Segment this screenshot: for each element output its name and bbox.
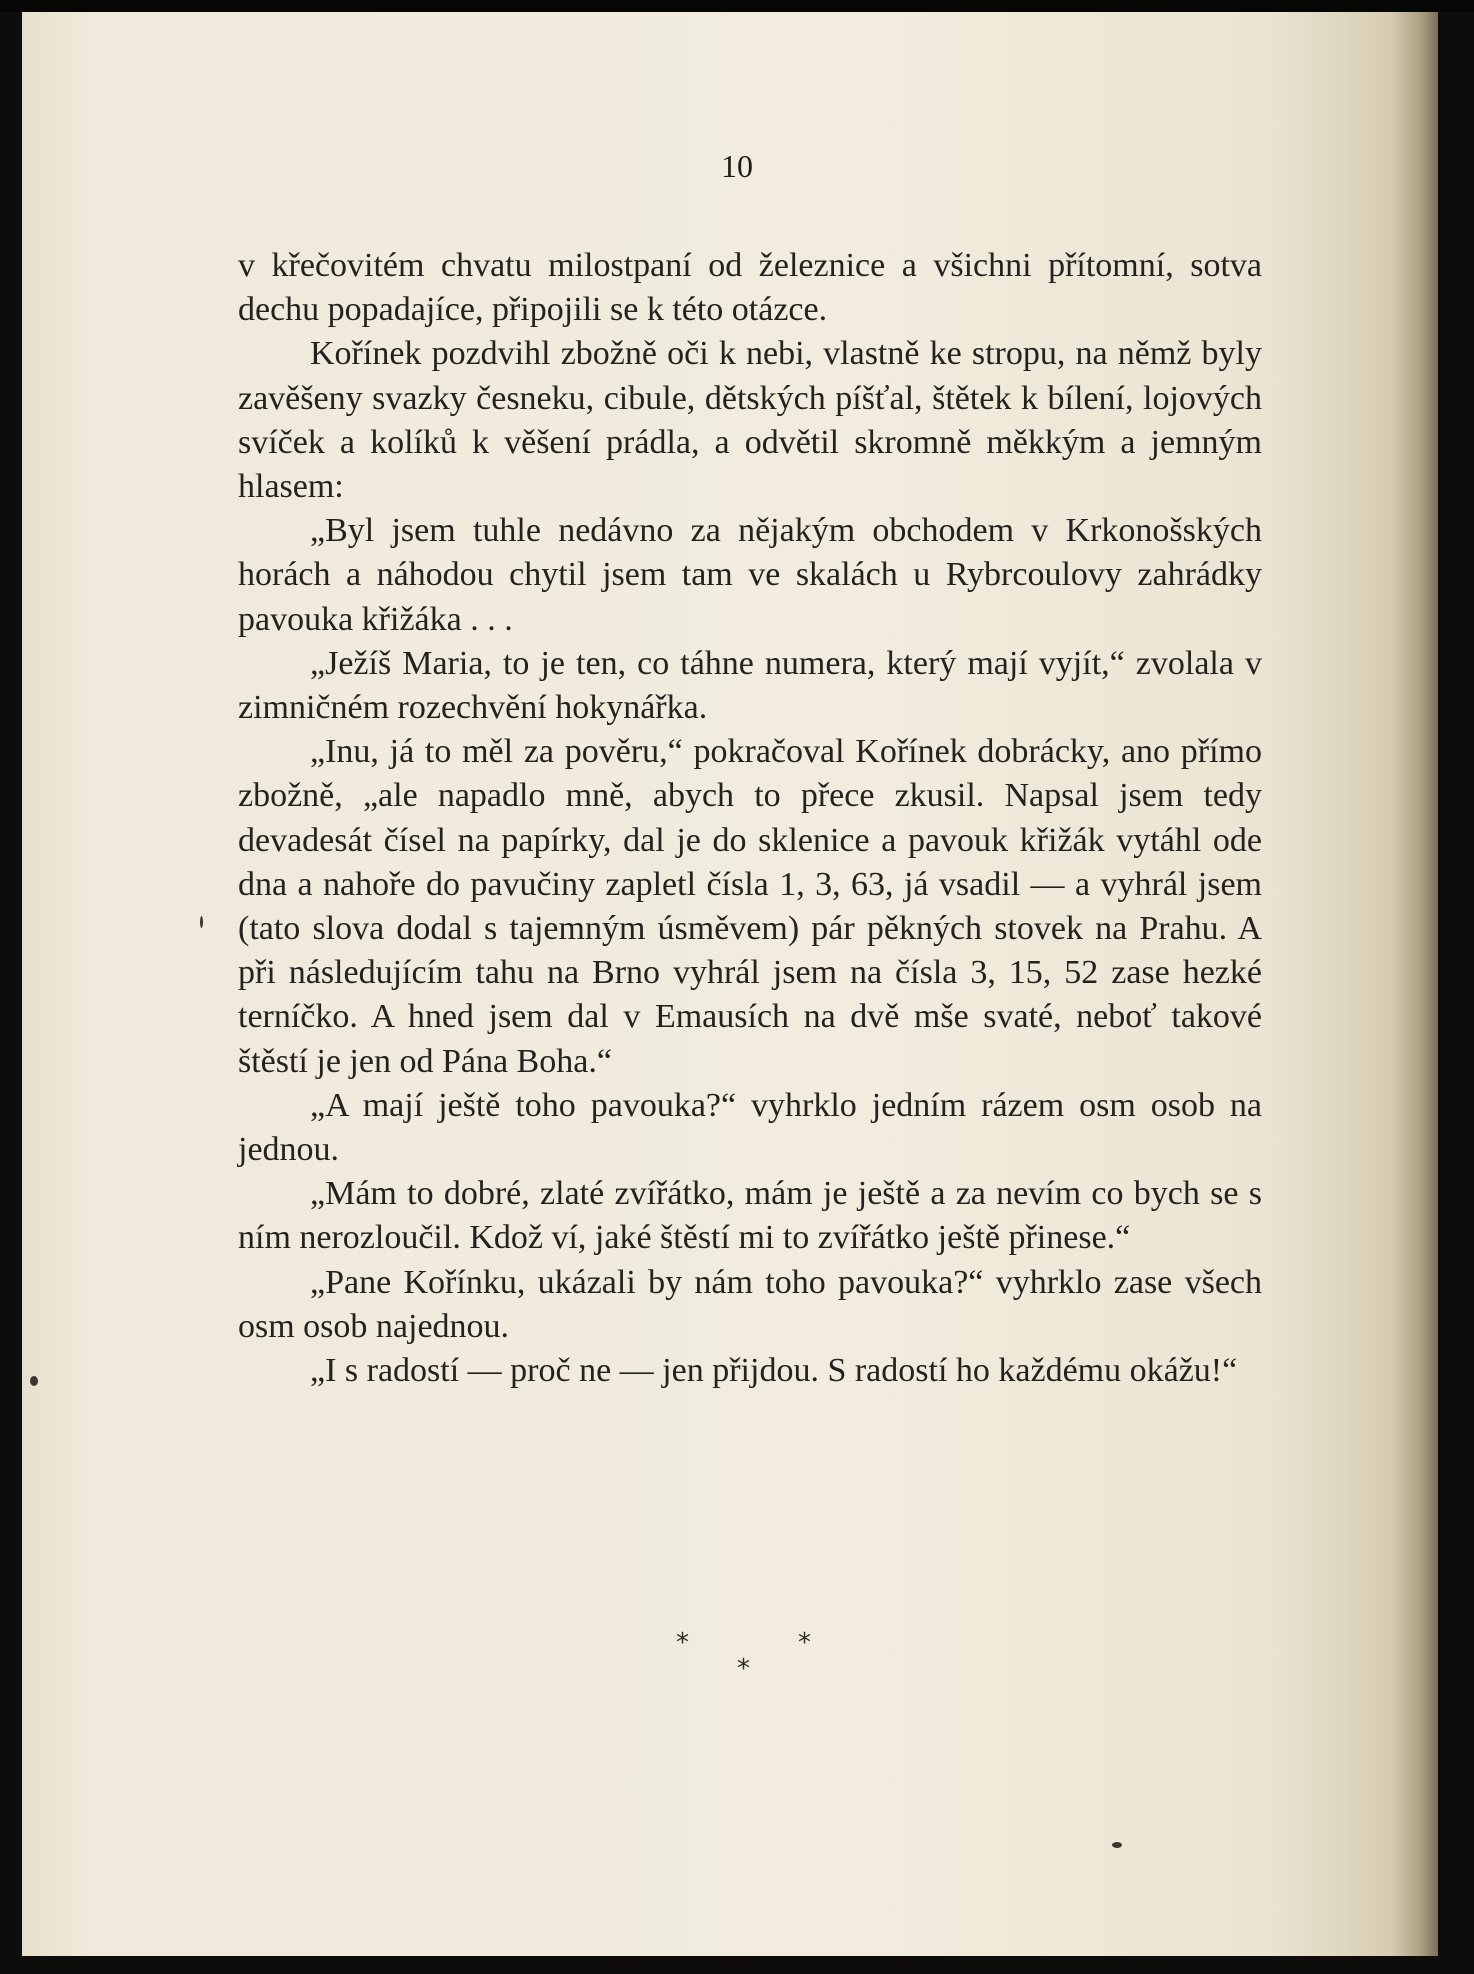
page-number: 10: [721, 148, 753, 184]
paragraph: „Byl jsem tuhle nedávno za nějakým obchodem v Krkonošských horách a náhodou chytil jsem tam ve skalách u Rybrcoulovy zahrádky pavouka křižáka . . .: [238, 512, 1262, 638]
paragraph: „Mám to dobré, zlaté zvířátko, mám je ještě a za nevím co bych se s ním nerozloučil. Kdož ví, jaké štěstí mi to zvířátko ještě přinese.“: [238, 1175, 1262, 1257]
body-text: [238, 244, 1262, 1393]
asterisk: *: [737, 1654, 750, 1684]
asterisk: *: [798, 1628, 811, 1658]
paragraph: „Pane Kořínku, ukázali by nám toho pavouka?“ vyhrklo zase všech osm osob najednou.: [238, 1263, 1262, 1345]
paragraph: „Ježíš Maria, to je ten, co táhne numera, který mají vyjít,“ zvolala v zimničném rozechvění hokynářka.: [238, 644, 1262, 727]
section-break-asterism: [0, 1628, 1474, 1708]
asterisk: *: [676, 1628, 689, 1658]
scan-top-edge: [0, 0, 1474, 12]
paragraph: „Inu, já to měl za pověru,“ pokračoval Kořínek dobrácky, ano přímo zbožně, „ale napadlo mně, abych to přece zkusil. Napsal jsem tedy devadesát čísel na papírky, dal je do sklenice a pavouk křižák vytáhl ode dna a nahoře do pavučiny zapletl čísla 1, 3, 63, já vsadil — a vyhrál jsem (tato slova dodal s tajemným úsměvem) pár pěkných stovek na Prahu. A při následujícím tahu na Brno vyhrál jsem na čísla 3, 15, 52 zase hezké terníčko. A hned jsem dal v Emausích na dvě mše svaté, neboť takové štěstí je jen od Pána Boha.“: [238, 733, 1262, 1080]
paper-speck: [30, 1376, 38, 1386]
paragraph: Kořínek pozdvihl zbožně oči k nebi, vlastně ke stropu, na němž byly zavěšeny svazky česneku, cibule, dětských píšťal, štětek k bílení, lojových svíček a kolíků k věšení prádla, a odvětil skromně měkkým a jemným hlasem:: [238, 335, 1262, 506]
paper-speck: [1112, 1842, 1122, 1848]
paper-speck: [200, 916, 203, 928]
paragraph: „A mají ještě toho pavouka?“ vyhrklo jedním rázem osm osob na jednou.: [238, 1086, 1262, 1169]
paragraph: „I s radostí — proč ne — jen přijdou. S radostí ho každému okážu!“: [310, 1352, 1238, 1390]
paragraph: v křečovitém chvatu milostpaní od železnice a všichni přítomní, sotva dechu popadajíce, připojili se k této otázce.: [238, 247, 1262, 329]
